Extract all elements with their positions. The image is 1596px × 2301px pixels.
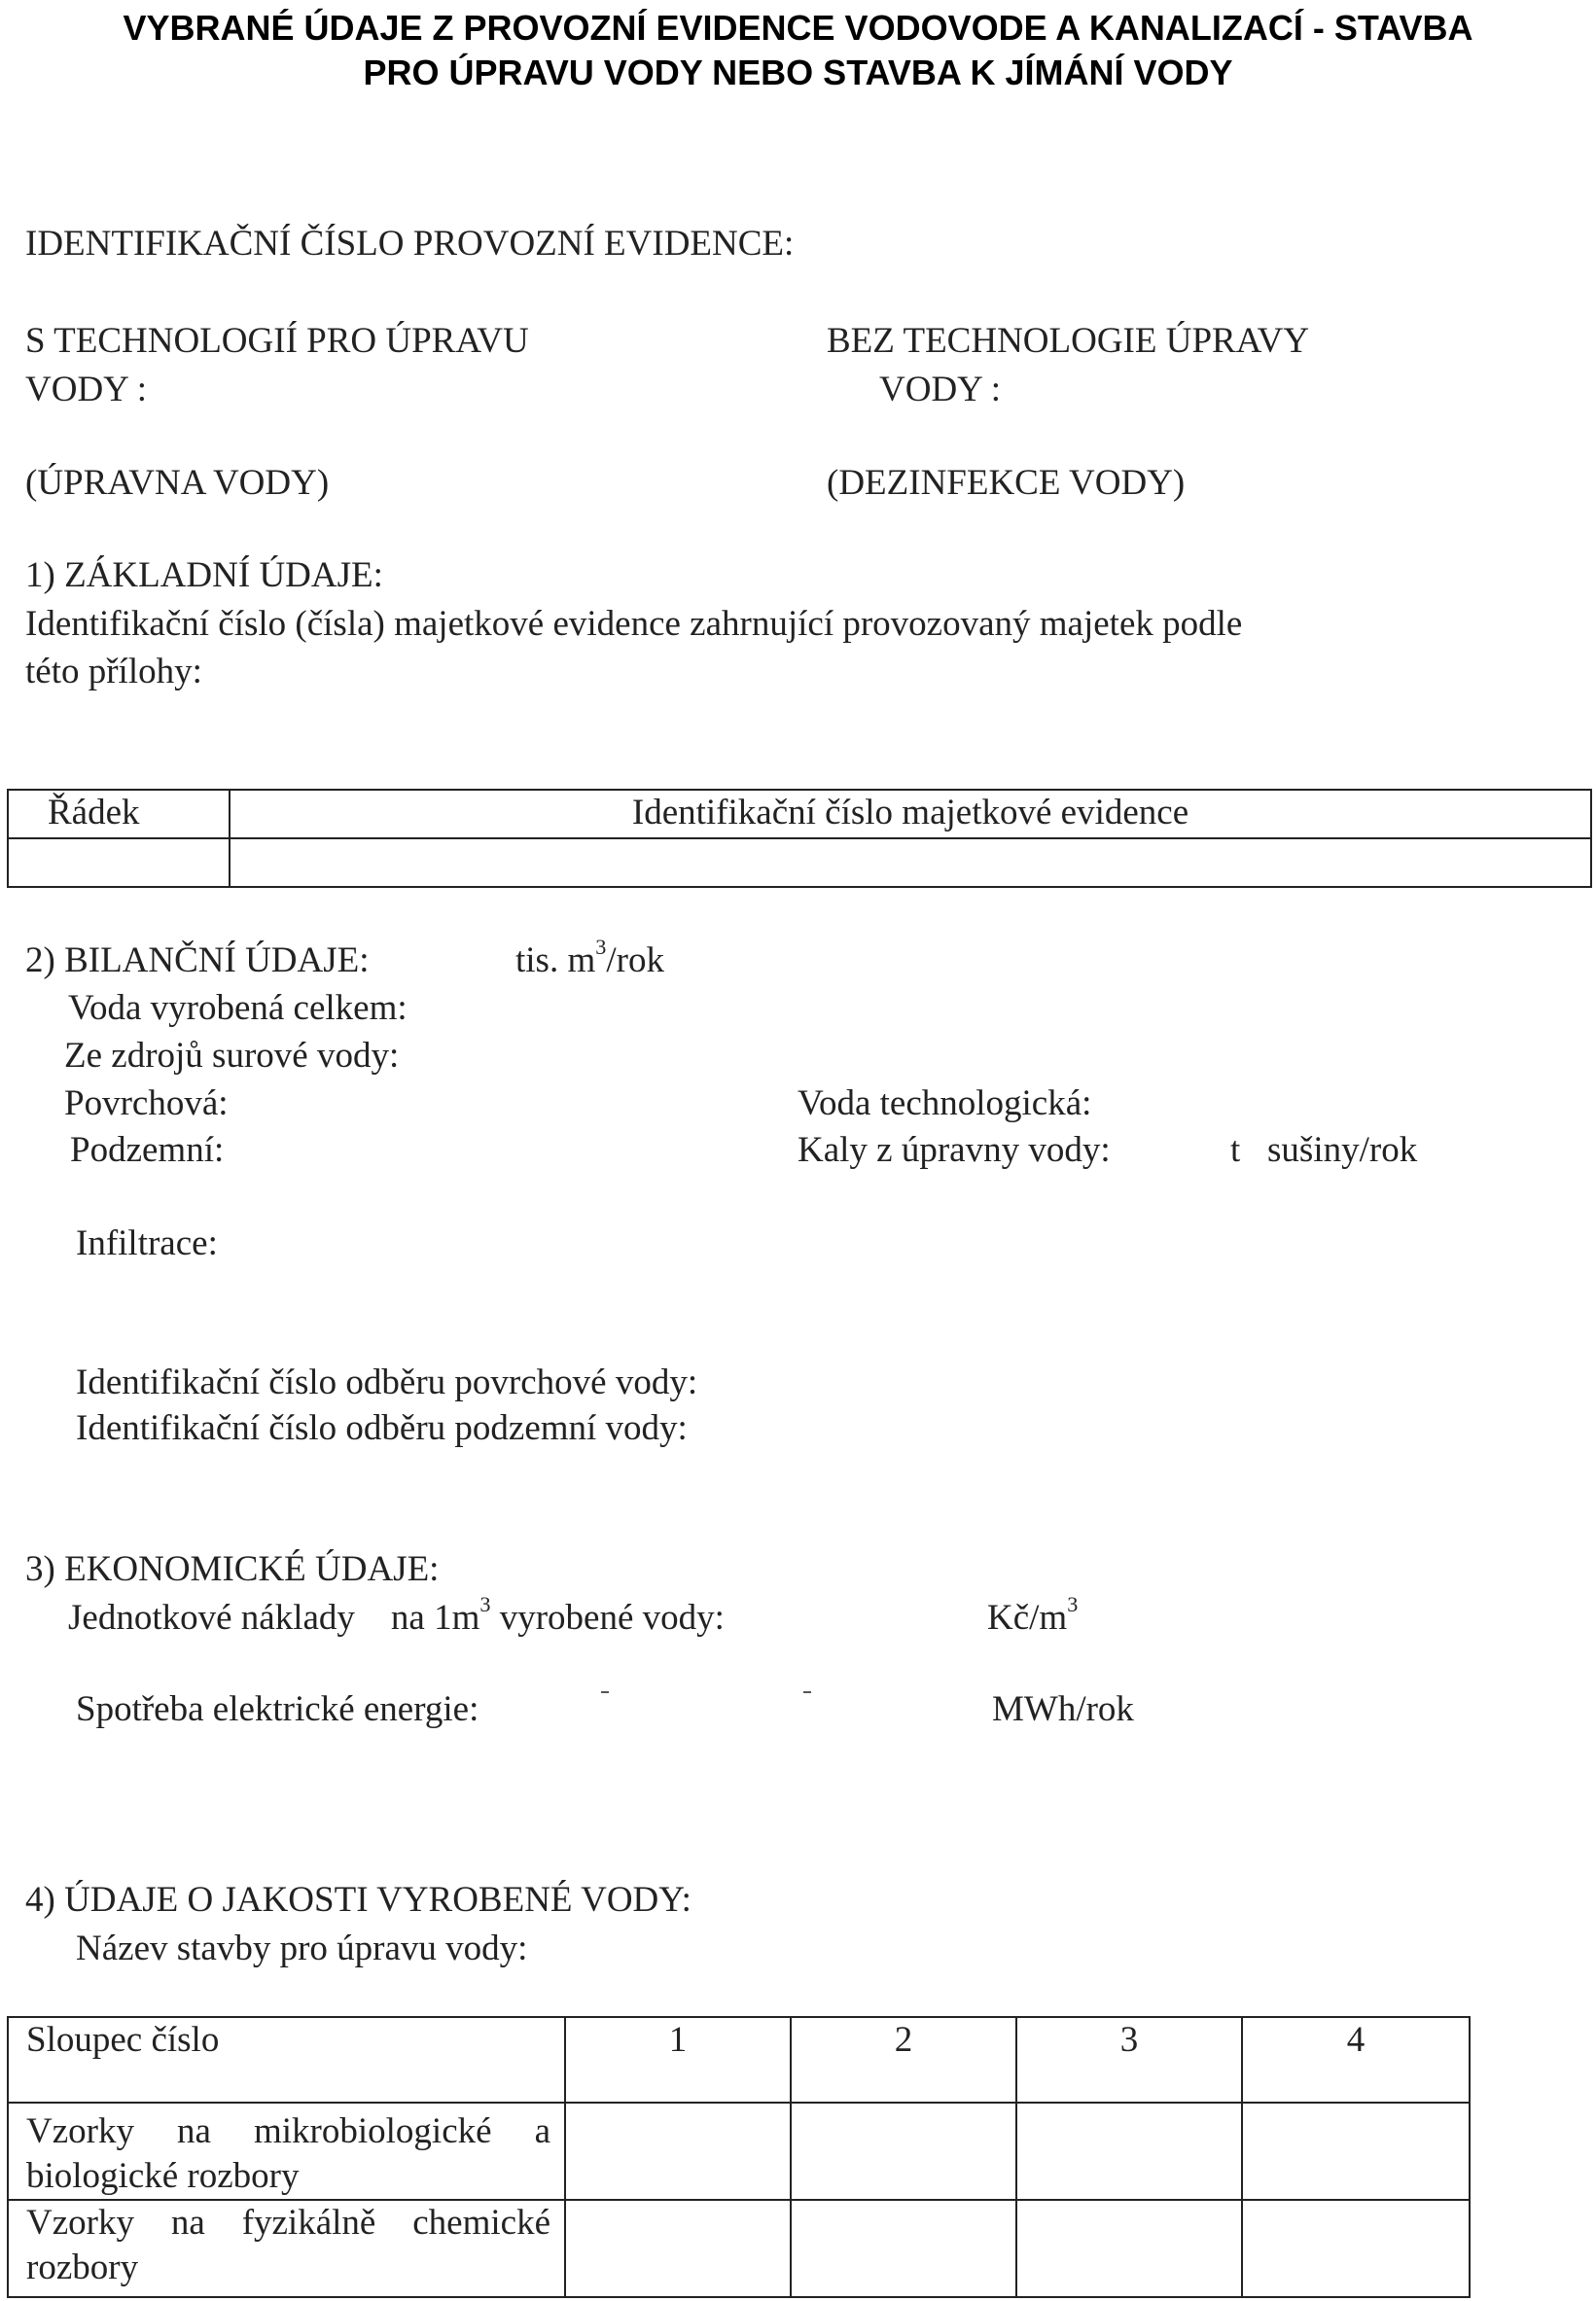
without-technology-label-line-2: VODY :: [879, 370, 1002, 409]
table-header-row: [8, 790, 1591, 838]
row-label-line: rozbory: [26, 2248, 139, 2287]
water-treatment-plant-note: (ÚPRAVNA VODY): [25, 463, 330, 503]
electricity-unit-label: MWh/rok: [992, 1689, 1134, 1729]
plant-name-label: Název stavby pro úpravu vody:: [76, 1929, 528, 1968]
decorative-dash: [601, 1691, 609, 1693]
table-row: [8, 838, 1591, 887]
unit-cost-label: Jednotkové náklady na $1m^3$ vyrobené vody:: [68, 1592, 725, 1638]
underground-water-label: Podzemní:: [70, 1130, 225, 1170]
sludge-label: Kaly z úpravny vody:: [798, 1130, 1111, 1170]
column-number-2: 2: [791, 2017, 1016, 2103]
technological-water-label: Voda technologická:: [798, 1083, 1092, 1123]
column-number-4: 4: [1242, 2017, 1470, 2103]
table-row: [8, 2200, 1470, 2297]
row-label-microbiological: [8, 2103, 565, 2200]
without-technology-label-line-1: BEZ TECHNOLOGIE ÚPRAVY: [827, 321, 1310, 361]
table-cell[interactable]: [1016, 2103, 1242, 2200]
table-cell[interactable]: [1016, 2200, 1242, 2297]
table-cell[interactable]: [565, 2103, 791, 2200]
row-label-line: biologické rozbory: [26, 2156, 300, 2196]
column-label-header: Sloupec číslo: [8, 2017, 565, 2103]
section-2-heading: 2) BILANČNÍ ÚDAJE:: [25, 940, 370, 980]
section-4-heading: 4) ÚDAJE O JAKOSTI VYROBENÉ VODY:: [25, 1880, 692, 1920]
property-id-cell[interactable]: [230, 838, 1591, 887]
row-label-line: Vzorky na mikrobiologické a: [26, 2111, 550, 2151]
surface-abstraction-id-label: Identifikační číslo odběru povrchové vody:: [76, 1363, 698, 1402]
with-technology-label-line-1: S TECHNOLOGIÍ PRO ÚPRAVU: [25, 321, 529, 361]
raw-water-sources-label: Ze zdrojů surové vody:: [64, 1036, 400, 1076]
table-cell[interactable]: [565, 2200, 791, 2297]
underground-abstraction-id-label: Identifikační číslo odběru podzemní vody:: [76, 1408, 688, 1448]
column-number-1: 1: [565, 2017, 791, 2103]
electricity-consumption-label: Spotřeba elektrické energie:: [76, 1689, 479, 1729]
column-number-3: 3: [1016, 2017, 1242, 2103]
column-header-property-id: Identifikační číslo majetkové evidence: [230, 790, 1591, 838]
water-disinfection-note: (DEZINFEKCE VODY): [827, 463, 1186, 503]
column-header-row-number: Řádek: [8, 790, 230, 838]
section-1-text-line-2: této přílohy:: [25, 652, 202, 691]
table-header-row: [8, 2017, 1470, 2103]
decorative-dash: [803, 1691, 811, 1693]
volume-unit-label: tis. $m^3$/rok: [515, 935, 664, 980]
surface-water-label: Povrchová:: [64, 1083, 229, 1123]
document-title-line-2: PRO ÚPRAVU VODY NEBO STAVBA K JÍMÁNÍ VODY: [363, 53, 1233, 92]
section-1-heading: 1) ZÁKLADNÍ ÚDAJE:: [25, 555, 383, 595]
row-label-line: Vzorky na fyzikálně chemické: [26, 2203, 550, 2243]
with-technology-label-line-2: VODY :: [25, 370, 148, 409]
section-3-heading: 3) EKONOMICKÉ ÚDAJE:: [25, 1549, 440, 1589]
table-cell[interactable]: [791, 2200, 1016, 2297]
row-label-physicochemical: [8, 2200, 565, 2297]
identification-label: IDENTIFIKAČNÍ ČÍSLO PROVOZNÍ EVIDENCE:: [25, 224, 795, 264]
table-cell[interactable]: [791, 2103, 1016, 2200]
sludge-unit-label: t sušiny/rok: [1230, 1130, 1418, 1170]
table-cell[interactable]: [1242, 2103, 1470, 2200]
table-cell[interactable]: [1242, 2200, 1470, 2297]
table-row: [8, 2103, 1470, 2200]
document-title-line-1: VYBRANÉ ÚDAJE Z PROVOZNÍ EVIDENCE VODOVODE A KANALIZACÍ - STAVBA: [123, 8, 1473, 48]
water-produced-total-label: Voda vyrobená celkem:: [68, 988, 408, 1028]
infiltration-label: Infiltrace:: [76, 1223, 218, 1263]
property-register-table: [7, 789, 1592, 888]
row-number-cell[interactable]: [8, 838, 230, 887]
section-1-text-line-1: Identifikační číslo (čísla) majetkové evidence zahrnující provozovaný majetek podle: [25, 604, 1243, 644]
water-quality-table: [7, 2016, 1471, 2298]
unit-cost-unit-label: $Kč/m^3$: [987, 1592, 1079, 1638]
